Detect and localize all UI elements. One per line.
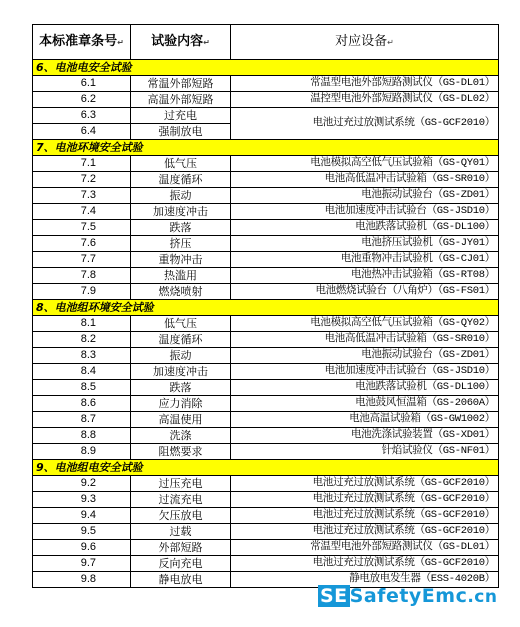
section-row	[33, 300, 499, 316]
test-content: 高温外部短路	[131, 92, 231, 108]
equipment-name: 电池振动试验台（GS-ZD01）	[231, 348, 499, 364]
table-row	[33, 188, 499, 204]
test-content: 温度循环	[131, 332, 231, 348]
equipment-name: 常温型电池外部短路测试仪（GS-DL01）	[231, 540, 499, 556]
table-body	[33, 60, 499, 588]
table-row	[33, 556, 499, 572]
equipment-name: 电池燃烧试验台（八角炉）（GS-FS01）	[231, 284, 499, 300]
table-row	[33, 364, 499, 380]
equipment-name: 电池热冲击试验箱（GS-RT08）	[231, 268, 499, 284]
clause-number: 7.3	[33, 188, 131, 204]
test-content: 阻燃要求	[131, 444, 231, 460]
table-row	[33, 332, 499, 348]
test-content: 外部短路	[131, 540, 231, 556]
table-row	[33, 108, 499, 124]
test-content: 加速度冲击	[131, 364, 231, 380]
clause-number: 9.6	[33, 540, 131, 556]
test-content: 重物冲击	[131, 252, 231, 268]
test-content: 常温外部短路	[131, 76, 231, 92]
test-content: 强制放电	[131, 124, 231, 140]
clause-number: 8.2	[33, 332, 131, 348]
clause-number: 9.2	[33, 476, 131, 492]
section-row	[33, 60, 499, 76]
table-row	[33, 204, 499, 220]
table-row	[33, 284, 499, 300]
clause-number: 9.4	[33, 508, 131, 524]
clause-number: 9.5	[33, 524, 131, 540]
test-content: 温度循环	[131, 172, 231, 188]
equipment-name: 温控型电池外部短路测试仪（GS-DL02）	[231, 92, 499, 108]
test-content: 低气压	[131, 316, 231, 332]
equipment-name: 静电放电发生器（ESS-4020B）	[231, 572, 499, 588]
clause-number: 7.6	[33, 236, 131, 252]
table-row	[33, 236, 499, 252]
clause-number: 6.1	[33, 76, 131, 92]
test-content: 过充电	[131, 108, 231, 124]
test-content: 跌落	[131, 380, 231, 396]
table-row	[33, 492, 499, 508]
table-row	[33, 76, 499, 92]
equipment-name: 常温型电池外部短路测试仪（GS-DL01）	[231, 76, 499, 92]
table-row	[33, 508, 499, 524]
test-content: 洗涤	[131, 428, 231, 444]
table-row	[33, 348, 499, 364]
test-content: 应力消除	[131, 396, 231, 412]
clause-number: 8.9	[33, 444, 131, 460]
clause-number: 6.2	[33, 92, 131, 108]
table-row	[33, 92, 499, 108]
clause-number: 9.3	[33, 492, 131, 508]
equipment-name: 电池模拟高空低气压试验箱（GS-QY01）	[231, 156, 499, 172]
equipment-name: 电池重物冲击试验机（GS-CJ01）	[231, 252, 499, 268]
table-row	[33, 476, 499, 492]
table-row	[33, 428, 499, 444]
section-title: 6、电池电安全试验	[33, 60, 499, 76]
equipment-name: 电池模拟高空低气压试验箱（GS-QY02）	[231, 316, 499, 332]
clause-number: 7.2	[33, 172, 131, 188]
clause-number: 6.3	[33, 108, 131, 124]
table-row	[33, 524, 499, 540]
table-row	[33, 156, 499, 172]
test-content: 挤压	[131, 236, 231, 252]
section-row	[33, 460, 499, 476]
table-row	[33, 316, 499, 332]
equipment-name: 电池跌落试验机（GS-DL100）	[231, 220, 499, 236]
equipment-name: 电池过充过放测试系统（GS-GCF2010）	[231, 524, 499, 540]
clause-number: 7.8	[33, 268, 131, 284]
equipment-name: 电池加速度冲击试验台（GS-JSD10）	[231, 204, 499, 220]
test-content: 欠压放电	[131, 508, 231, 524]
table-row	[33, 252, 499, 268]
test-content: 跌落	[131, 220, 231, 236]
table-row	[33, 540, 499, 556]
test-content: 燃烧喷射	[131, 284, 231, 300]
equipment-name: 电池过充过放测试系统（GS-GCF2010）	[231, 108, 499, 140]
test-content: 过流充电	[131, 492, 231, 508]
clause-number: 8.5	[33, 380, 131, 396]
section-title: 9、电池组电安全试验	[33, 460, 499, 476]
equipment-name: 电池过充过放测试系统（GS-GCF2010）	[231, 556, 499, 572]
test-content: 热滥用	[131, 268, 231, 284]
clause-number: 7.4	[33, 204, 131, 220]
standards-equipment-table	[32, 24, 499, 588]
test-content: 低气压	[131, 156, 231, 172]
equipment-name: 电池高温试验箱（GS-GW1002）	[231, 412, 499, 428]
equipment-name: 电池过充过放测试系统（GS-GCF2010）	[231, 492, 499, 508]
table-row	[33, 172, 499, 188]
test-content: 振动	[131, 348, 231, 364]
equipment-name: 电池洗涤试验装置（GS-XD01）	[231, 428, 499, 444]
table-row	[33, 444, 499, 460]
clause-number: 8.7	[33, 412, 131, 428]
test-content: 高温使用	[131, 412, 231, 428]
equipment-name: 电池挤压试验机（GS-JY01）	[231, 236, 499, 252]
test-content: 静电放电	[131, 572, 231, 588]
equipment-name: 针焰试验仪（GS-NF01）	[231, 444, 499, 460]
header-equipment: 对应设备↵	[231, 25, 499, 60]
table-row	[33, 268, 499, 284]
table-row	[33, 396, 499, 412]
table-row	[33, 220, 499, 236]
clause-number: 7.7	[33, 252, 131, 268]
watermark-logo: SE SafetyEmc.cn	[320, 585, 498, 607]
clause-number: 8.6	[33, 396, 131, 412]
clause-number: 9.7	[33, 556, 131, 572]
equipment-name: 电池过充过放测试系统（GS-GCF2010）	[231, 476, 499, 492]
equipment-name: 电池加速度冲击试验台（GS-JSD10）	[231, 364, 499, 380]
test-content: 过载	[131, 524, 231, 540]
clause-number: 7.9	[33, 284, 131, 300]
equipment-name: 电池高低温冲击试验箱（GS-SR010）	[231, 172, 499, 188]
clause-number: 8.8	[33, 428, 131, 444]
test-content: 过压充电	[131, 476, 231, 492]
equipment-name: 电池过充过放测试系统（GS-GCF2010）	[231, 508, 499, 524]
section-row	[33, 140, 499, 156]
equipment-name: 电池振动试验台（GS-ZD01）	[231, 188, 499, 204]
equipment-name: 电池高低温冲击试验箱（GS-SR010）	[231, 332, 499, 348]
section-title: 7、电池环境安全试验	[33, 140, 499, 156]
clause-number: 7.1	[33, 156, 131, 172]
test-content: 反向充电	[131, 556, 231, 572]
equipment-name: 电池跌落试验机（GS-DL100）	[231, 380, 499, 396]
equipment-name: 电池鼓风恒温箱（GS-2060A）	[231, 396, 499, 412]
test-content: 振动	[131, 188, 231, 204]
section-title: 8、电池组环境安全试验	[33, 300, 499, 316]
clause-number: 7.5	[33, 220, 131, 236]
test-content: 加速度冲击	[131, 204, 231, 220]
clause-number: 8.4	[33, 364, 131, 380]
header-test-content: 试验内容↵	[131, 25, 231, 60]
clause-number: 6.4	[33, 124, 131, 140]
clause-number: 8.3	[33, 348, 131, 364]
header-clause-number: 本标准章条号↵	[33, 25, 131, 60]
header-row	[33, 25, 499, 60]
clause-number: 9.8	[33, 572, 131, 588]
table-row	[33, 412, 499, 428]
clause-number: 8.1	[33, 316, 131, 332]
table-row	[33, 380, 499, 396]
